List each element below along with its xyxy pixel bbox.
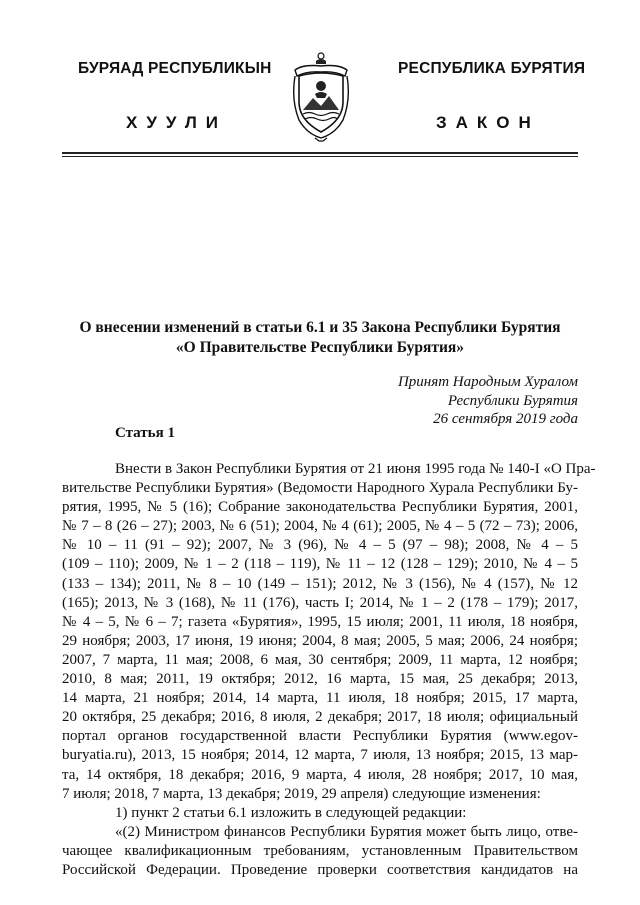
- header-divider-thin: [62, 156, 578, 157]
- text-line: (109 – 110); 2009, № 1 – 2 (118 – 119), № 11 – 12 (128 – 129); 2010, № 4 – 5: [62, 556, 578, 573]
- text-line: 29 ноября; 2003, 17 июня, 19 июня; 2004, 8 мая; 2005, 5 мая; 2006, 24 ноября;: [62, 632, 578, 649]
- header-left-org: БУРЯАД РЕСПУБЛИКЫН: [78, 60, 272, 77]
- text-line: «(2) Министром финансов Республики Бурятия может быть лицо, отве-: [115, 823, 578, 840]
- header-divider: [62, 152, 578, 154]
- text-line: чающее квалификационным требованиям, установленным Правительством: [62, 842, 578, 859]
- paragraph-1: [62, 460, 596, 804]
- item-1: [62, 804, 578, 823]
- adoption-line: Республики Бурятия: [447, 392, 578, 409]
- text-line: buryatia.ru), 2013, 15 ноября; 2014, 12 марта, 7 июля, 13 ноября; 2015, 13 мар-: [62, 747, 578, 764]
- law-title: [62, 318, 578, 358]
- header-right-org: РЕСПУБЛИКА БУРЯТИЯ: [398, 60, 586, 77]
- article-body: [62, 460, 596, 880]
- text-line: № 10 – 11 (91 – 92); 2007, № 3 (96), № 4 – 5 (97 – 98); 2008, № 4 – 5: [62, 537, 578, 554]
- article-heading: Статья 1: [115, 425, 175, 441]
- text-line: (133 – 134); 2011, № 8 – 10 (149 – 151); 2012, № 3 (156), № 4 (157), № 12: [62, 575, 578, 592]
- text-line: 14 марта, 21 ноября; 2014, 14 марта, 11 июля, 18 ноября; 2015, 17 марта,: [62, 690, 578, 707]
- text-line: Внести в Закон Республики Бурятия от 21 июня 1995 года № 140-I «О Пра-: [115, 461, 596, 477]
- adoption-date: 26 сентября 2019 года: [433, 411, 578, 427]
- text-line: 2010, 8 мая; 2011, 19 октября; 2012, 16 марта, 15 мая, 25 декабря; 2013,: [62, 671, 578, 688]
- text-line: № 4 – 5, № 6 – 7; газета «Бурятия», 1995, 15 июля; 2001, 11 июля, 18 ноября,: [62, 613, 578, 630]
- adoption-line: Принят Народным Хуралом: [397, 374, 578, 390]
- text-line: Российской Федерации. Проведение проверки соответствия кандидатов на: [62, 861, 578, 878]
- text-line: рятия, 1995, № 5 (16); Собрание законодательства Республики Бурятия, 2001,: [62, 499, 578, 516]
- text-line: 7 июля; 2018, 7 марта, 13 декабря; 2019, 29 апреля) следующие изменения:: [62, 785, 541, 802]
- header-left-doc-type: ХУУЛИ: [126, 113, 227, 132]
- header-right-doc-type: ЗАКОН: [436, 113, 540, 132]
- law-title-line: «О Правительстве Республики Бурятия»: [175, 339, 465, 356]
- adoption-note: [398, 373, 578, 429]
- paragraph-2: [62, 823, 578, 880]
- text-line: № 7 – 8 (26 – 27); 2003, № 6 (51); 2004, № 4 (61); 2005, № 4 – 5 (72 – 73); 2006,: [62, 518, 578, 535]
- text-line: 1) пункт 2 статьи 6.1 изложить в следующей редакции:: [115, 804, 467, 821]
- text-line: та, 14 октября, 18 декабря; 2016, 9 марта, 4 июля, 28 ноября; 2017, 10 мая,: [62, 766, 578, 783]
- text-line: 20 октября, 25 декабря; 2016, 8 июля, 2 декабря; 2017, 18 июля; официальный: [62, 709, 578, 726]
- text-line: 2007, 7 марта, 11 мая; 2008, 6 мая, 30 сентября; 2009, 11 марта, 12 ноября;: [62, 651, 578, 668]
- coat-of-arms-icon: [285, 50, 357, 142]
- text-line: вительстве Республики Бурятия» (Ведомости Народного Хурала Республики Бу-: [62, 480, 578, 497]
- text-line: портал органов государственной власти Республики Бурятия (www.egov-: [62, 728, 578, 745]
- text-line: (165); 2013, № 3 (168), № 11 (176), часть I; 2014, № 1 – 2 (178 – 179); 2017,: [62, 594, 578, 611]
- law-title-line: О внесении изменений в статьи 6.1 и 35 Закона Республики Бурятия: [79, 319, 561, 336]
